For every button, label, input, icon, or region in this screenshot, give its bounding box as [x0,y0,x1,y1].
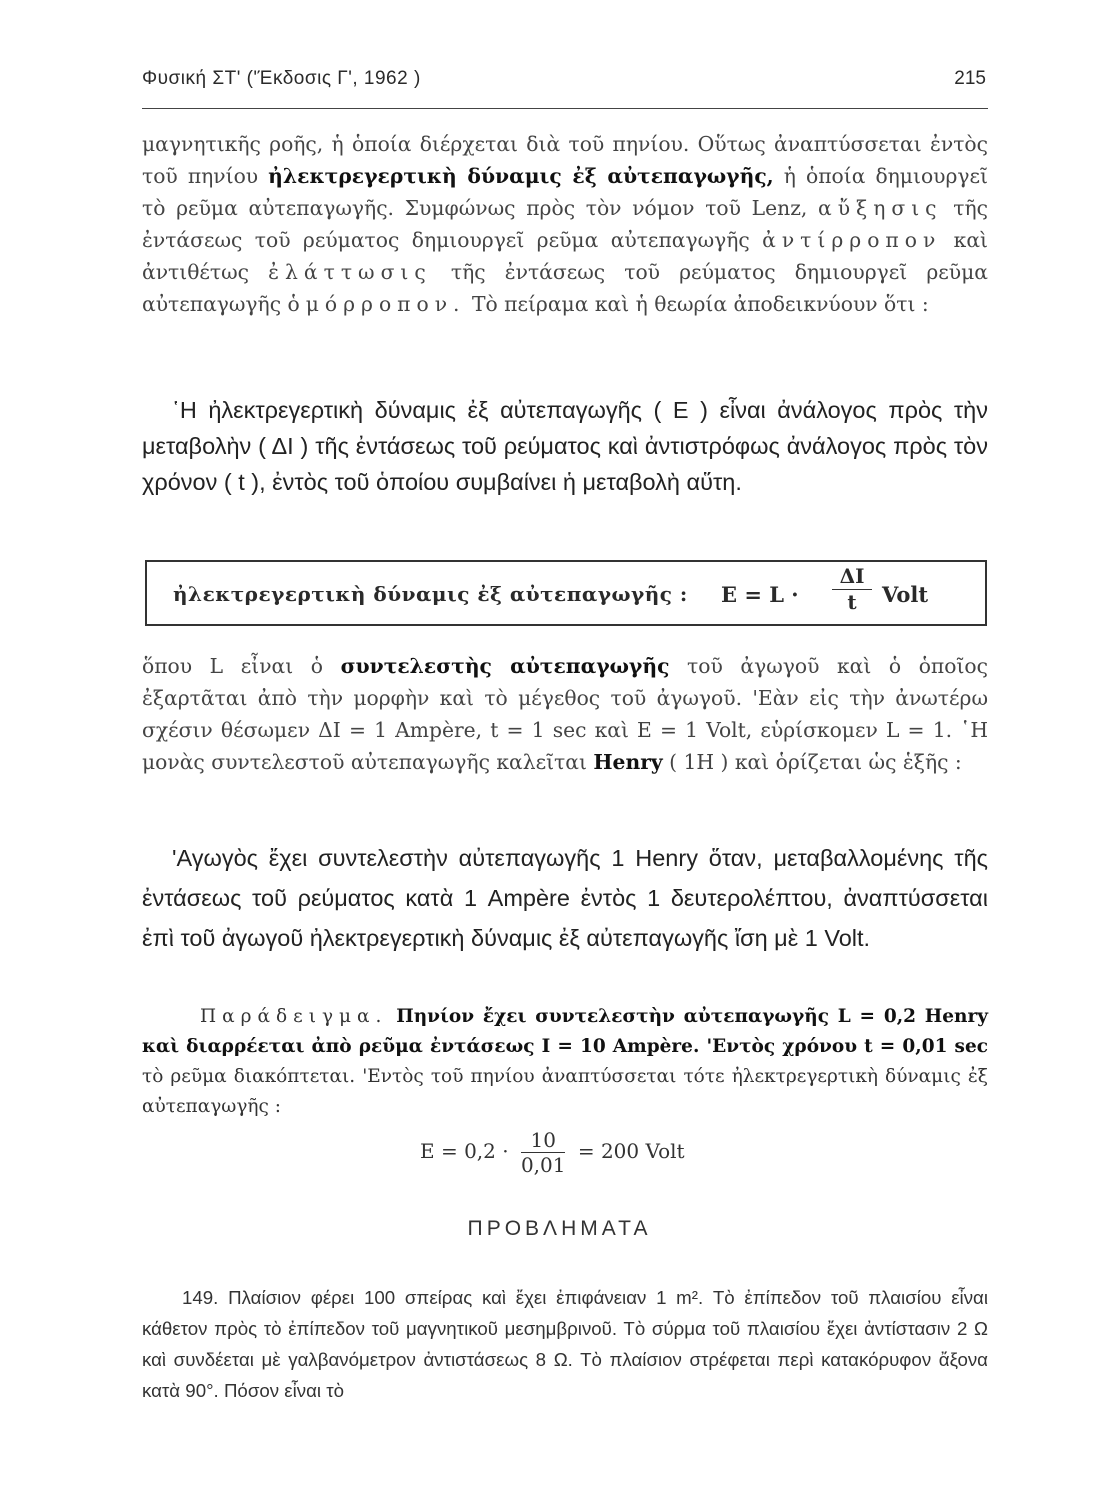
formula-unit: Volt [882,582,929,607]
page-header [142,68,988,109]
paragraph-henry-statement: 'Αγωγὸς ἔχει συντελεστὴν αὐτεπαγωγῆς 1 Henry ὅταν, μεταβαλλομένης τῆς ἐντάσεως τοῦ ρεύματος κατὰ 1 Ampère ἐντὸς 1 δευτερολέπτου, ἀναπτύσσεται ἐπὶ τοῦ ἀγωγοῦ ἠλεκτρεγερτικὴ δύναμις ἐξ αὐτεπαγωγῆς ἴση μὲ 1 Volt. [142,845,988,951]
spaced-word: αὔξησις [818,196,943,220]
emf-term: ἠλεκτρεγερτικὴ δύναμις ἐξ αὐτεπαγωγῆς, [268,164,774,188]
example-label: Παράδειγμα. [200,1006,388,1027]
paragraph-example: Παράδειγμα. Πηνίον ἔχει συντελεστὴν αὐτεπαγωγῆς L = 0,2 Henry καὶ διαρρέεται ἀπὸ ρεῦμα ἐντάσεως I = 10 Ampère. 'Εντὸς χρόνου t = 0,01 sec τὸ ρεῦμα διακόπτεται. 'Εντὸς τοῦ πηνίου ἀναπτύσσεται τότε ἠλεκτρεγερτικὴ δύναμις ἐξ αὐτεπαγωγῆς : [142,1006,988,1117]
formula-label: ἠλεκτρεγερτικὴ δύναμις ἐξ αὐτεπαγωγῆς : [173,582,688,606]
spaced-word: ὁμόρροπον. [287,292,466,316]
problems-heading: ΠΡΟΒΛΗΜΑΤΑ [467,1217,652,1240]
problem-149: 149. Πλαίσιον φέρει 100 σπείρας καὶ ἔχει ἐπιφάνειαν 1 m². Τὸ ἐπίπεδον τοῦ πλαισίου εἶναι κάθετον πρὸς τὸ ἐπίπεδον τοῦ μαγνητικοῦ μεσημβρινοῦ. Τὸ σύρμα τοῦ πλαισίου ἔχει ἀντίστασιν 2 Ω καὶ συνδέεται μὲ γαλβανόμετρον ἀντιστάσεως 8 Ω. Τὸ πλαίσιον στρέφεται περὶ κατακόρυφον ἄξονα κατὰ 90°. Πόσον εἶναι τὸ [142,1287,988,1401]
formula-lhs: E = L · [721,582,799,607]
running-title: Φυσική ΣΤ' ('Έκδοσις Γ', 1962 ) [142,68,421,89]
coefficient-term: συντελεστὴς αὐτεπαγωγῆς [340,654,670,678]
paragraph-lenz-law: μαγνητικῆς ροῆς, ἡ ὁποία διέρχεται διὰ τοῦ πηνίου. Οὕτως ἀναπτύσσεται ἐντὸς τοῦ πηνίου ἠλεκτρεγερτικὴ δύναμις ἐξ αὐτεπαγωγῆς, ἡ ὁποία δημιουργεῖ τὸ ρεῦμα αὐτεπαγωγῆς. Συμφώνως πρὸς τὸν νόμον τοῦ Lenz, αὔξησις τῆς ἐντάσεως τοῦ ρεύματος δημιουργεῖ ρεῦμα αὐτεπαγωγῆς ἀντίρροπον καὶ ἀντιθέτως ἐλάττωσις τῆς ἐντάσεως τοῦ ρεύματος δημιουργεῖ ρεῦμα αὐτεπαγωγῆς ὁμόρροπον. Τὸ πείραμα καὶ ἡ θεωρία ἀποδεικνύουν ὅτι : [142,132,988,316]
spaced-word: ἐλάττωσις [268,260,432,284]
henry-term: Henry [593,750,663,774]
formula-numerator: ΔΙ [832,564,872,590]
paragraph-law-statement: ῾Η ἠλεκτρεγερτικὴ δύναμις ἐξ αὐτεπαγωγῆς ( E ) εἶναι ἀνάλογος πρὸς τὴν μεταβολὴν ( ΔΙ ) τῆς ἐντάσεως τοῦ ρεύματος καὶ ἀντιστρόφως ἀνάλογος πρὸς τὸν χρόνον ( t ), ἐντὸς τοῦ ὁποίου συμβαίνει ἡ μεταβολὴ αὕτη. [142,397,988,495]
example-equation: E = 0,2 · $\frac{10}{0,01}$ = 200 Volt [420,1128,685,1177]
example-fraction: $\frac{10}{0,01}$ [520,1128,566,1177]
page-number: 215 [954,68,986,89]
spaced-word: ἀντίρροπον [762,228,942,252]
formula-box [145,560,987,626]
paragraph-henry-definition: ὅπου L εἶναι ὁ συντελεστὴς αὐτεπαγωγῆς τοῦ ἀγωγοῦ καὶ ὁ ὁποῖος ἐξαρτᾶται ἀπὸ τὴν μορφὴν καὶ τὸ μέγεθος τοῦ ἀγωγοῦ. 'Εὰν εἰς τὴν ἀνωτέρω σχέσιν θέσωμεν ΔΙ = 1 Ampère, t = 1 sec καὶ E = 1 Volt, εὑρίσκομεν L = 1. ῾Η μονὰς συντελεστοῦ αὐτεπαγωγῆς καλεῖται Henry ( 1H ) καὶ ὁρίζεται ὡς ἑξῆς : [142,654,988,774]
formula-fraction [832,564,872,614]
formula-denominator: t [847,590,857,614]
